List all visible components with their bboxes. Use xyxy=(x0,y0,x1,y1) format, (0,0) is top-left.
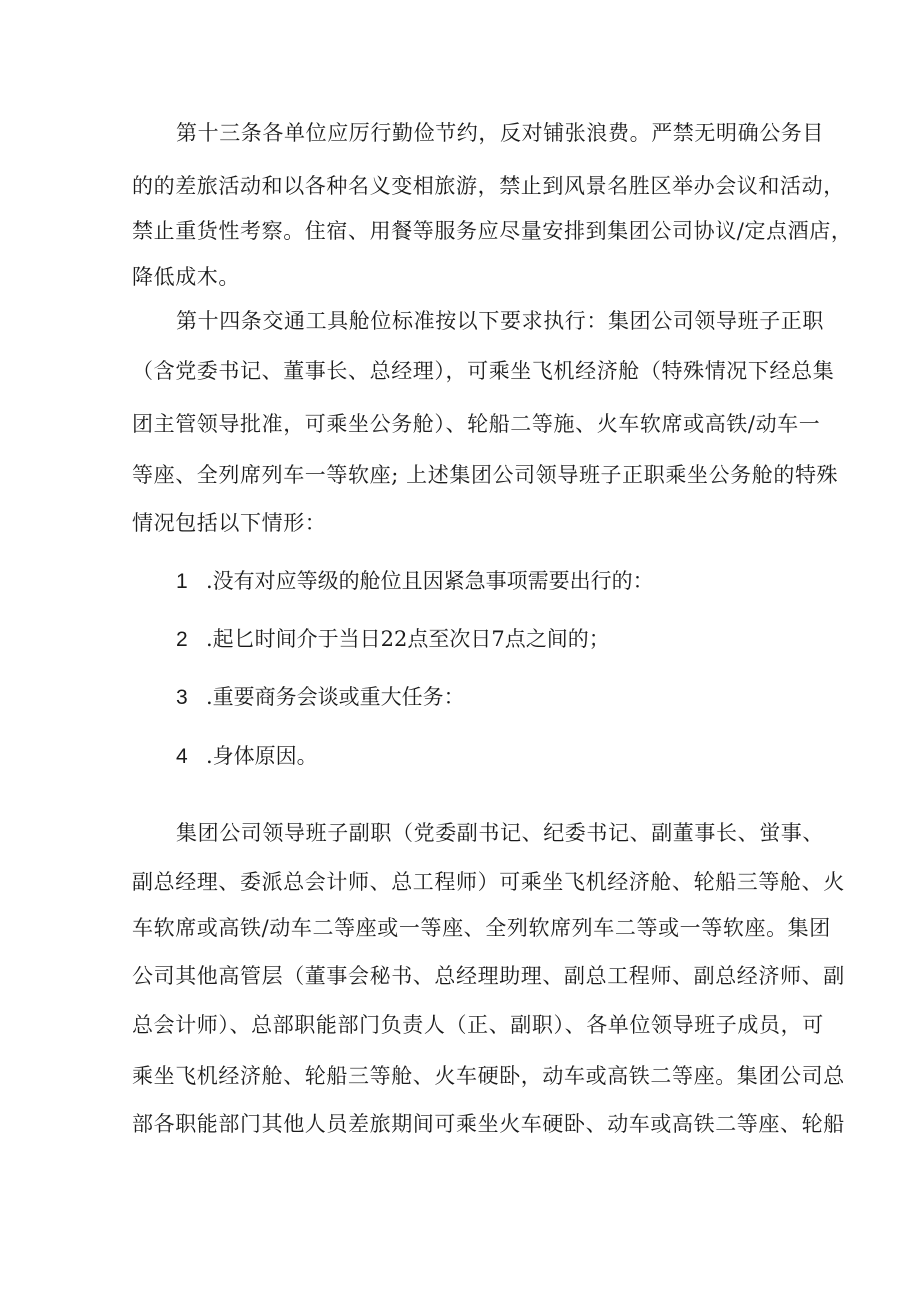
list-item-number: 1 xyxy=(176,570,188,593)
list-item-text: .没有对应等级的舱位且因紧急事项需要出行的： xyxy=(206,569,654,593)
list-item xyxy=(176,566,654,597)
list-item-number: 4 xyxy=(176,745,188,768)
list-item-text: .重要商务会谈或重大任务： xyxy=(206,685,465,709)
art14-line-3: 团主管领导批准，可乘坐公务舱）、轮船二等施、火车软席或高铁/动车一 xyxy=(132,412,821,436)
list-item-text: .起匕时间介于当日22点至次日7点之间的； xyxy=(206,627,610,651)
para3-line-7: 部各职能部门其他人员差旅期间可乘坐火车硬卧、动车或高铁二等座、轮船 xyxy=(132,1112,845,1136)
para3-line-2: 副总经理、委派总会计师、总工程师）可乘坐飞机经济舱、轮船三等舱、火 xyxy=(132,870,845,894)
para3-line-6: 乘坐飞机经济舱、轮船三等舱、火车硬卧，动车或高铁二等座。集团公司总 xyxy=(132,1064,845,1088)
art14-line-2: （含党委书记、董事长、总经理），可乘坐飞机经济舱（特殊情况下经总集 xyxy=(132,359,835,383)
list-item-number: 2 xyxy=(176,628,188,651)
para3-line-4: 公司其他高管层（董事会秘书、总经理助理、副总工程师、副总经济师、副 xyxy=(132,964,845,988)
art13-line-2: 的的差旅活动和以各种名义变相旅游，禁止到风景名胜区举办会议和活动， xyxy=(132,174,845,198)
art13-line-3: 禁止重货性考察。住宿、用餐等服务应尽量安排到集团公司协议/定点酒店， xyxy=(132,219,853,243)
art13-line-4: 降低成木。 xyxy=(132,265,240,289)
list-item-number: 3 xyxy=(176,686,188,709)
art14-line-1: 第十四条交通工具舱位标准按以下要求执行：集团公司领导班子正职 xyxy=(176,309,824,333)
para3-line-5: 总会计师）、总部职能部门负责人（正、副职）、各单位领导班子成员，可 xyxy=(132,1013,824,1037)
art14-line-5: 情况包括以下情形： xyxy=(132,511,327,535)
list-item-text: .身体原因。 xyxy=(206,744,318,768)
list-item xyxy=(176,741,318,772)
art13-line-1: 第十三条各单位应厉行勤俭节约，反对铺张浪费。严禁无明确公务目 xyxy=(176,121,824,145)
para3-line-3: 车软席或高铁/动车二等座或一等座、全列软席列车二等或一等软座。集团 xyxy=(132,916,831,940)
para3-line-1: 集团公司领导班子副职（党委副书记、纪委书记、副董事长、蛍事、 xyxy=(176,821,824,845)
art14-line-4: 等座、全列席列车一等软座; 上述集团公司领导班子正职乘坐公务舱的特殊 xyxy=(132,463,839,487)
list-item xyxy=(176,682,465,713)
list-item xyxy=(176,624,610,655)
